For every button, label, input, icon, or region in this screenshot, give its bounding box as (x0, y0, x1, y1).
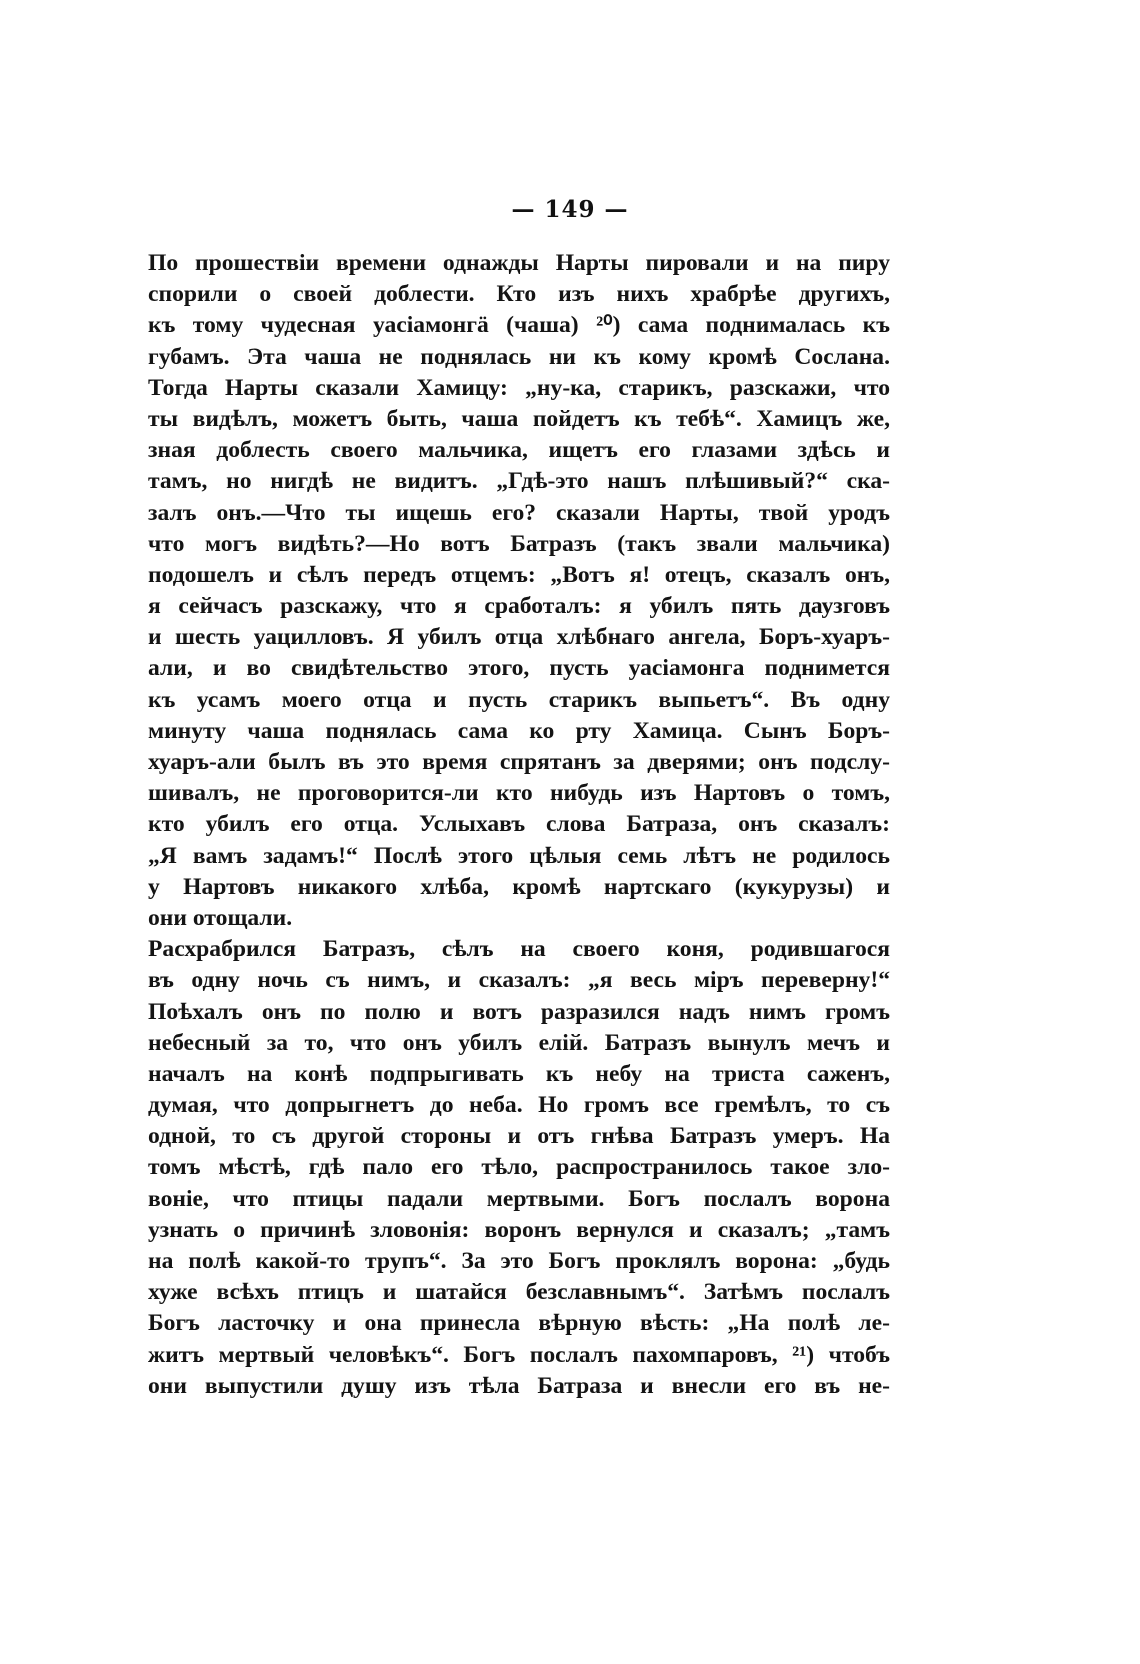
paragraph-2 (148, 934, 890, 1402)
text-line: узнать о причинѣ зловонія: воронъ вернулся и сказалъ; „тамъ (148, 1216, 890, 1243)
text-line: небесный за то, что онъ убилъ елій. Батразъ вынулъ мечъ и (148, 1029, 890, 1056)
text-line: залъ онъ.—Что ты ищешь его? сказали Нарты, твой уродъ (148, 499, 890, 526)
text-line: хуаръ-али былъ въ это время спрятанъ за дверями; онъ подслу- (148, 749, 890, 775)
text-line: воніе, что птицы падали мертвыми. Богъ послалъ ворона (148, 1185, 890, 1212)
text-line: али, и во свидѣтельство этого, пусть уасіамонга поднимется (148, 655, 890, 682)
text-line: что могъ видѣть?—Но вотъ Батразъ (такъ звали мальчика) (148, 530, 890, 557)
text-line: зная доблесть своего мальчика, ищетъ его глазами здѣсь и (148, 437, 890, 464)
text-line: ты видѣлъ, можетъ быть, чаша пойдетъ къ тебѣ“. Хамицъ же, (148, 405, 890, 432)
text-line: у Нартовъ никакого хлѣба, кромѣ нартскаго (кукурузы) и (148, 873, 890, 900)
text-line: въ одну ночь съ нимъ, и сказалъ: „я весь міръ переверну!“ (148, 967, 890, 994)
text-line: Расхрабрился Батразъ, сѣлъ на своего коня, родившагося (148, 936, 890, 963)
page-number: — 149 — (511, 196, 629, 223)
text-line: житъ мертвый человѣкъ“. Богъ послалъ пахомпаровъ, ²¹) чтобъ (148, 1341, 890, 1368)
text-line: тамъ, но нигдѣ не видитъ. „Гдѣ-это нашъ плѣшивый?“ ска- (148, 468, 890, 495)
text-line: на полѣ какой-то трупъ“. За это Богъ проклялъ ворона: „будь (148, 1248, 890, 1274)
text-line: губамъ. Эта чаша не поднялась ни къ кому кромѣ Сослана. (148, 343, 890, 370)
text-line: они выпустили душу изъ тѣла Батраза и внесли его въ не- (148, 1372, 890, 1399)
text-line: одной, то съ другой стороны и отъ гнѣва Батразъ умеръ. На (148, 1123, 890, 1150)
text-line: минуту чаша поднялась сама ко рту Хамица. Сынъ Боръ- (148, 717, 890, 744)
text-line: кто убилъ его отца. Услыхавъ слова Батраза, онъ сказалъ: (148, 811, 890, 838)
text-line: думая, что допрыгнетъ до неба. Но громъ все гремѣлъ, то съ (148, 1092, 890, 1119)
text-line: томъ мѣстѣ, гдѣ пало его тѣло, распространилось такое зло- (148, 1154, 890, 1181)
text-line: Тогда Нарты сказали Хамицу: „ну-ка, старикъ, разскажи, что (148, 374, 890, 401)
text-line: къ усамъ моего отца и пусть старикъ выпьетъ“. Въ одну (148, 686, 890, 713)
text-line: хуже всѣхъ птицъ и шатайся безславнымъ“. Затѣмъ послалъ (148, 1279, 890, 1306)
text-line: Поѣхалъ онъ по полю и вотъ разразился надъ нимъ громъ (148, 998, 890, 1025)
paragraph-1 (148, 248, 890, 934)
text-line: къ тому чудесная уасіамонгä (чаша) ²⁰) сама поднималась къ (148, 312, 890, 339)
text-line: „Я вамъ задамъ!“ Послѣ этого цѣлыя семь лѣтъ не родилось (148, 842, 890, 869)
body-text (148, 248, 890, 1402)
text-line: По прошествіи времени однажды Нарты пировали и на пиру (148, 250, 890, 276)
text-line: подошелъ и сѣлъ передъ отцемъ: „Вотъ я! отецъ, сказалъ онъ, (148, 561, 890, 588)
text-line: шивалъ, не проговорится-ли кто нибудь изъ Нартовъ о томъ, (148, 780, 890, 807)
text-line: я сейчасъ разскажу, что я сработалъ: я убилъ пять даузговъ (148, 593, 890, 620)
text-line: и шесть уацилловъ. Я убилъ отца хлѣбнаго ангела, Боръ-хуаръ- (148, 624, 890, 651)
text-line: они отощали. (148, 904, 293, 931)
text-line: Богъ ласточку и она принесла вѣрную вѣсть: „На полѣ ле- (148, 1310, 890, 1337)
text-line: спорили о своей доблести. Кто изъ нихъ храбрѣе другихъ, (148, 281, 890, 308)
text-line: началъ на конѣ подпрыгивать къ небу на триста саженъ, (148, 1060, 890, 1087)
